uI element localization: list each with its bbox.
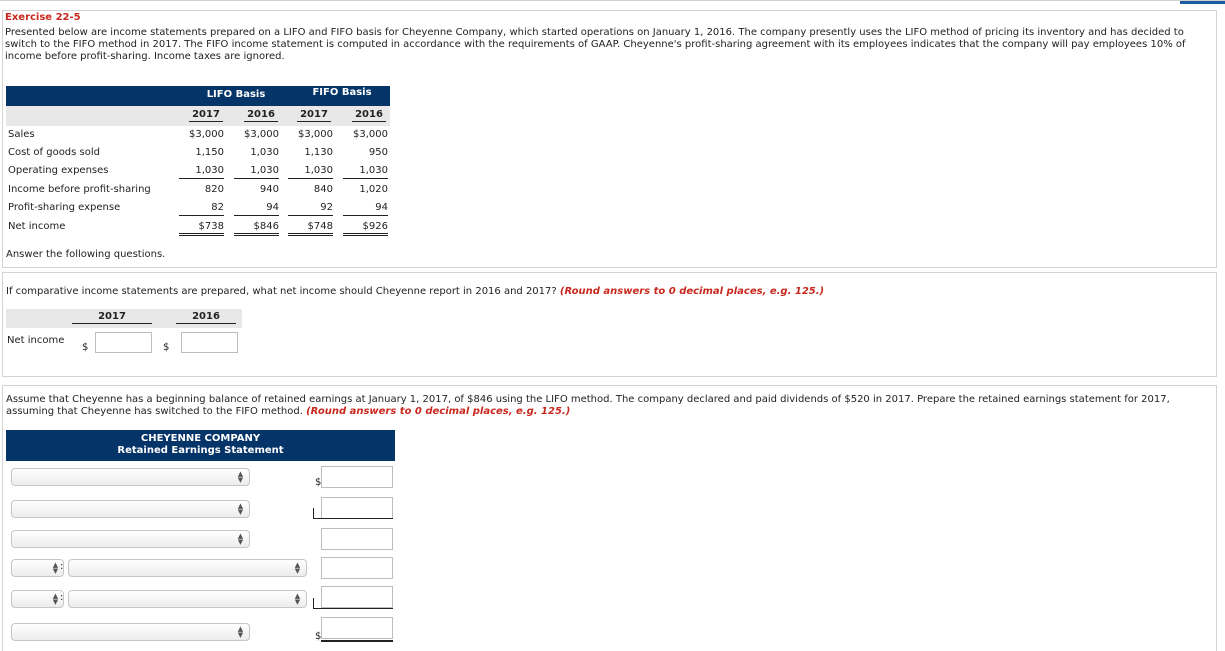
statement-row-dropdown[interactable] [11, 623, 250, 641]
rounding-hint: (Round answers to 0 decimal places, e.g. 125.) [306, 406, 571, 417]
statement-amount-input[interactable] [321, 466, 393, 488]
table-cell: 94 [234, 202, 279, 216]
table-cell: 1,030 [343, 165, 388, 179]
table-cell: 82 [179, 202, 224, 216]
year-header: 2016 [176, 311, 236, 324]
select-arrows-icon: ▲ ▼ [52, 592, 59, 606]
table-cell: $3,000 [298, 129, 333, 140]
subtotal-rule [313, 608, 393, 609]
currency-symbol: $ [315, 631, 322, 642]
table-cell: 1,020 [359, 184, 388, 195]
subtotal-rule [313, 518, 393, 519]
table-cell: $3,000 [189, 129, 224, 140]
top-border [0, 0, 1225, 4]
table-cell: $926 [343, 221, 388, 236]
table-cell: $846 [234, 221, 279, 236]
select-arrows-icon: ▲ ▼ [237, 502, 244, 516]
total-double-rule [321, 640, 393, 642]
statement-prefix-dropdown[interactable] [11, 559, 64, 577]
net-income-2017-input[interactable] [95, 332, 152, 353]
table-cell: 94 [343, 202, 388, 216]
row-label-net-income: Net income [8, 221, 66, 232]
table-cell: $738 [179, 221, 224, 236]
table-cell: 950 [368, 147, 388, 158]
statement-row-dropdown[interactable] [68, 590, 307, 608]
top-accent [1180, 1, 1225, 4]
table-cell: 940 [259, 184, 279, 195]
statement-prefix-dropdown[interactable] [11, 590, 64, 608]
table-cell: 840 [313, 184, 333, 195]
question2-panel [2, 385, 1217, 651]
lifo-basis-header: LIFO Basis [206, 89, 266, 100]
table-cell: $748 [288, 221, 333, 236]
table-year-header [6, 106, 390, 126]
statement-total-input[interactable] [321, 617, 393, 639]
year-header: 2017 [189, 109, 223, 122]
year-header: 2016 [244, 109, 278, 122]
table-cell: $3,000 [244, 129, 279, 140]
select-arrows-icon: ▲ ▼ [294, 561, 301, 575]
table-header [6, 86, 390, 106]
statement-row-dropdown[interactable] [68, 559, 307, 577]
rounding-hint: (Round answers to 0 decimal places, e.g. 125.) [559, 286, 825, 297]
row-label-profit-sharing: Profit-sharing expense [8, 202, 121, 213]
table-cell: 1,150 [195, 147, 224, 158]
subtotal-rule [313, 508, 314, 518]
table-cell: 1,130 [304, 147, 333, 158]
table-cell: 92 [288, 202, 333, 216]
table-cell: 1,030 [288, 165, 333, 179]
exercise-title: Exercise 22-5 [5, 12, 81, 23]
answer-prompt: Answer the following questions. [6, 249, 166, 260]
table-cell: 1,030 [250, 147, 279, 158]
colon-separator: : [60, 592, 64, 603]
statement-row-dropdown[interactable] [11, 468, 250, 486]
row-label-opex: Operating expenses [8, 165, 109, 176]
statement-header [6, 430, 395, 461]
statement-amount-input[interactable] [321, 557, 393, 579]
currency-symbol: $ [82, 342, 89, 353]
statement-row-dropdown[interactable] [11, 500, 250, 518]
net-income-label: Net income [7, 335, 65, 346]
colon-separator: : [60, 561, 64, 572]
statement-title: Retained Earnings Statement [117, 445, 284, 456]
exercise-intro: Presented below are income statements prepared on a LIFO and FIFO basis for Cheyenne Company, which started operations on January 1, 2016. The company presently uses the LIFO method of pricing its inventory and has decided to switch to the FIFO method in 2017. The FIFO income statement is computed in accordance with the requirements of GAAP. Cheyenne's profit-sharing agreement with its employees indicates that the company will pay employees 10% of income before profit-sharing. Income taxes are ignored. [5, 27, 1186, 62]
statement-amount-input[interactable] [321, 528, 393, 550]
year-header: 2016 [352, 109, 386, 122]
select-arrows-icon: ▲ ▼ [294, 592, 301, 606]
table-cell: 1,030 [179, 165, 224, 179]
table-cell: $3,000 [353, 129, 388, 140]
year-header: 2017 [72, 311, 152, 324]
answer-year-header [6, 309, 242, 328]
currency-symbol: $ [163, 342, 170, 353]
fifo-basis-header: FIFO Basis [312, 87, 372, 98]
statement-amount-input[interactable] [321, 497, 393, 519]
currency-symbol: $ [315, 477, 322, 488]
statement-company: CHEYENNE COMPANY [140, 433, 261, 444]
row-label-income-before: Income before profit-sharing [8, 184, 151, 195]
question1-text: If comparative income statements are prepared, what net income should Cheyenne report in 2016 and 2017? (Round answers to 0 decimal places, e.g. 125.) [6, 286, 825, 297]
statement-row-dropdown[interactable] [11, 530, 250, 548]
select-arrows-icon: ▲ ▼ [237, 532, 244, 546]
select-arrows-icon: ▲ ▼ [237, 625, 244, 639]
year-header: 2017 [297, 109, 331, 122]
table-cell: 820 [204, 184, 224, 195]
net-income-2016-input[interactable] [181, 332, 238, 353]
statement-amount-input[interactable] [321, 586, 393, 608]
subtotal-rule [313, 598, 314, 608]
row-label-sales: Sales [8, 129, 35, 140]
select-arrows-icon: ▲ ▼ [52, 561, 59, 575]
row-label-cogs: Cost of goods sold [8, 147, 101, 158]
question2-text: Assume that Cheyenne has a beginning balance of retained earnings at January 1, 2017, of $846 using the LIFO method. The company declared and paid dividends of $520 in 2017. Prepare the retained earnings statement for 2017, assuming that Cheyenne has switched to the FIFO method. (Round answers to 0 decimal places, e.g. 125.) [6, 394, 1170, 417]
select-arrows-icon: ▲ ▼ [237, 470, 244, 484]
table-cell: 1,030 [234, 165, 279, 179]
